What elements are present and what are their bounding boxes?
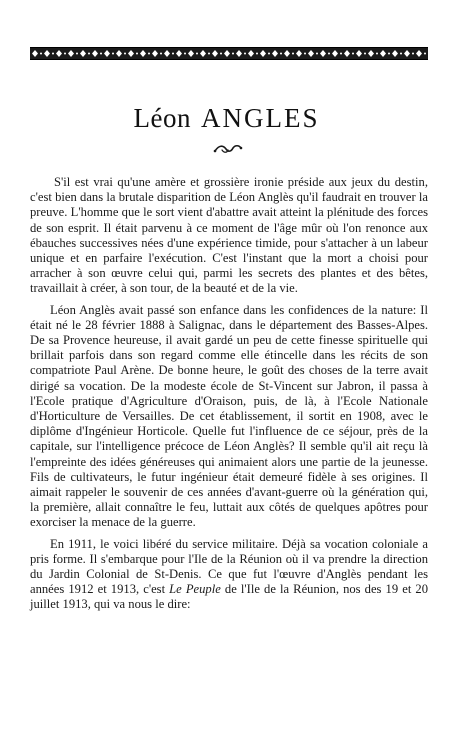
ornament-diamond — [296, 50, 302, 57]
ornament-dot — [424, 53, 426, 55]
body-text — [30, 175, 428, 619]
ornament-dot — [208, 53, 210, 55]
ornament-diamond — [392, 50, 398, 57]
ornament-diamond — [152, 50, 158, 57]
ornament-diamond — [116, 50, 122, 57]
ornament-diamond — [140, 50, 146, 57]
ornament-diamond — [416, 50, 422, 57]
ornament-dot — [388, 53, 390, 55]
ornament-pattern — [30, 48, 428, 59]
ornament-diamond — [344, 50, 350, 57]
ornament-dot — [184, 53, 186, 55]
newspaper-title: Le Peuple — [169, 582, 221, 597]
ornament-dot — [376, 53, 378, 55]
ornament-dot — [40, 53, 42, 55]
title-family-name: ANGLES — [200, 103, 320, 133]
ornament-dot — [256, 53, 258, 55]
ornament-diamond — [356, 50, 362, 57]
ornament-dot — [364, 53, 366, 55]
ornament-dot — [196, 53, 198, 55]
page-title — [0, 103, 453, 134]
ornament-diamond — [308, 50, 314, 57]
ornament-dot — [64, 53, 66, 55]
ornament-diamond — [332, 50, 338, 57]
ornament-dot — [124, 53, 126, 55]
ornament-dot — [148, 53, 150, 55]
ornament-diamond — [80, 50, 86, 57]
ornament-diamond — [128, 50, 134, 57]
ornament-dot — [232, 53, 234, 55]
ornament-diamond — [368, 50, 374, 57]
ornament-diamond — [92, 50, 98, 57]
ornament-diamond — [44, 50, 50, 57]
paragraph-2: Léon Anglès avait passé son enfance dans les confidences de la nature: Il était né le 28 février 1888 à Salignac, dans le département des Basses-Alpes. De sa Provence heureuse, il avait gardé un peu de cette finesse spirituelle qui brillait parfois dans son regard comme elle étincelle dans les récits de son compatriote Paul Arène. De bonne heure, le goût des choses de la terre avait dirigé sa vocation. De la modeste école de St-Vincent sur Jabron, il passa à l'Ecole pratique d'Agriculture d'Oraison, puis, de là, à l'Ecole Nationale d'Horticulture de Versailles. De cet établissement, il sortit en 1908, avec le diplôme d'Ingénieur Horticole. Quelle fut l'influence de ce séjour, près de la capitale, sur l'intelligence précoce de Léon Anglès? Il semble qu'il ait reçu là l'empreinte des idées généreuses qui animaient alors une partie de la jeunesse. Fils de cultivateurs, le futur ingénieur était demeuré fidèle à ses origines. Il aimait rappeler le souvenir de ces années d'avant-guerre où la génération qui, la première, allait connaître le feu, luttait aux côtés de quelques apôtres pour exorciser la menace de la guerre. — [30, 302, 428, 530]
ornament-diamond — [104, 50, 110, 57]
ornament-diamond — [56, 50, 62, 57]
paragraph-3-after: de l'Ile de la Réunion, nos des 19 et 20 juillet 1913, qui va nous le dire: — [30, 582, 429, 612]
ornament-dot — [136, 53, 138, 55]
ornament-diamond — [32, 50, 38, 57]
ornament-diamond — [380, 50, 386, 57]
header-ornament-band — [30, 47, 428, 60]
ornament-diamond — [320, 50, 326, 57]
ornament-dot — [292, 53, 294, 55]
ornament-diamond — [260, 50, 266, 57]
ornament-diamond — [236, 50, 242, 57]
ornament-diamond — [284, 50, 290, 57]
ornament-dot — [100, 53, 102, 55]
title-given-name: Léon — [133, 103, 191, 133]
ornament-dot — [52, 53, 54, 55]
ornament-dot — [112, 53, 114, 55]
ornament-diamond — [212, 50, 218, 57]
ornament-dot — [172, 53, 174, 55]
ornament-dot — [316, 53, 318, 55]
paragraph-3-before: En 1911, le voici libéré du service militaire. Déjà sa vocation coloniale a pris forme. Il s'embarque pour l'Ile de la Réunion où il va prendre la direction du Jardin Colonial de St-Denis. Ce que fut l'œuvre d'Anglès pendant les années 1912 et 1913, c'est — [30, 536, 428, 597]
ornament-dot — [280, 53, 282, 55]
ornament-diamond — [248, 50, 254, 57]
ornament-dot — [220, 53, 222, 55]
ornament-diamond — [164, 50, 170, 57]
ornament-diamond — [188, 50, 194, 57]
ornament-diamond — [176, 50, 182, 57]
ornament-dot — [340, 53, 342, 55]
ornament-dot — [88, 53, 90, 55]
fleuron-ornament — [213, 143, 243, 155]
paragraph-1: S'il est vrai qu'une amère et grossière ironie préside aux jeux du destin, c'est bien dans la brutale disparition de Léon Anglès qu'il faudrait en trouver la preuve. L'homme que le sort vient d'abattre avait atteint la plénitude des forces de son esprit. Il était parvenu à ce moment de l'âge mûr où l'on renonce aux ébauches successives nées d'une expérience timide, pour s'attacher à un labeur unique et en parfaire l'exécution. C'est l'instant que la mort a choisi pour arracher à son œuvre celui qui, parmi les secrets des plantes et des bêtes, travaillait à créer, à son tour, de la beauté et de la vie. — [30, 175, 428, 296]
ornament-dot — [304, 53, 306, 55]
ornament-diamond — [68, 50, 74, 57]
ornament-diamond — [272, 50, 278, 57]
ornament-dot — [244, 53, 246, 55]
ornament-dot — [160, 53, 162, 55]
ornament-dot — [400, 53, 402, 55]
ornament-diamond — [224, 50, 230, 57]
ornament-dot — [352, 53, 354, 55]
ornament-dot — [328, 53, 330, 55]
ornament-dot — [76, 53, 78, 55]
ornament-diamond — [200, 50, 206, 57]
paragraph-3 — [30, 537, 428, 613]
ornament-dot — [268, 53, 270, 55]
ornament-diamond — [404, 50, 410, 57]
ornament-dot — [412, 53, 414, 55]
